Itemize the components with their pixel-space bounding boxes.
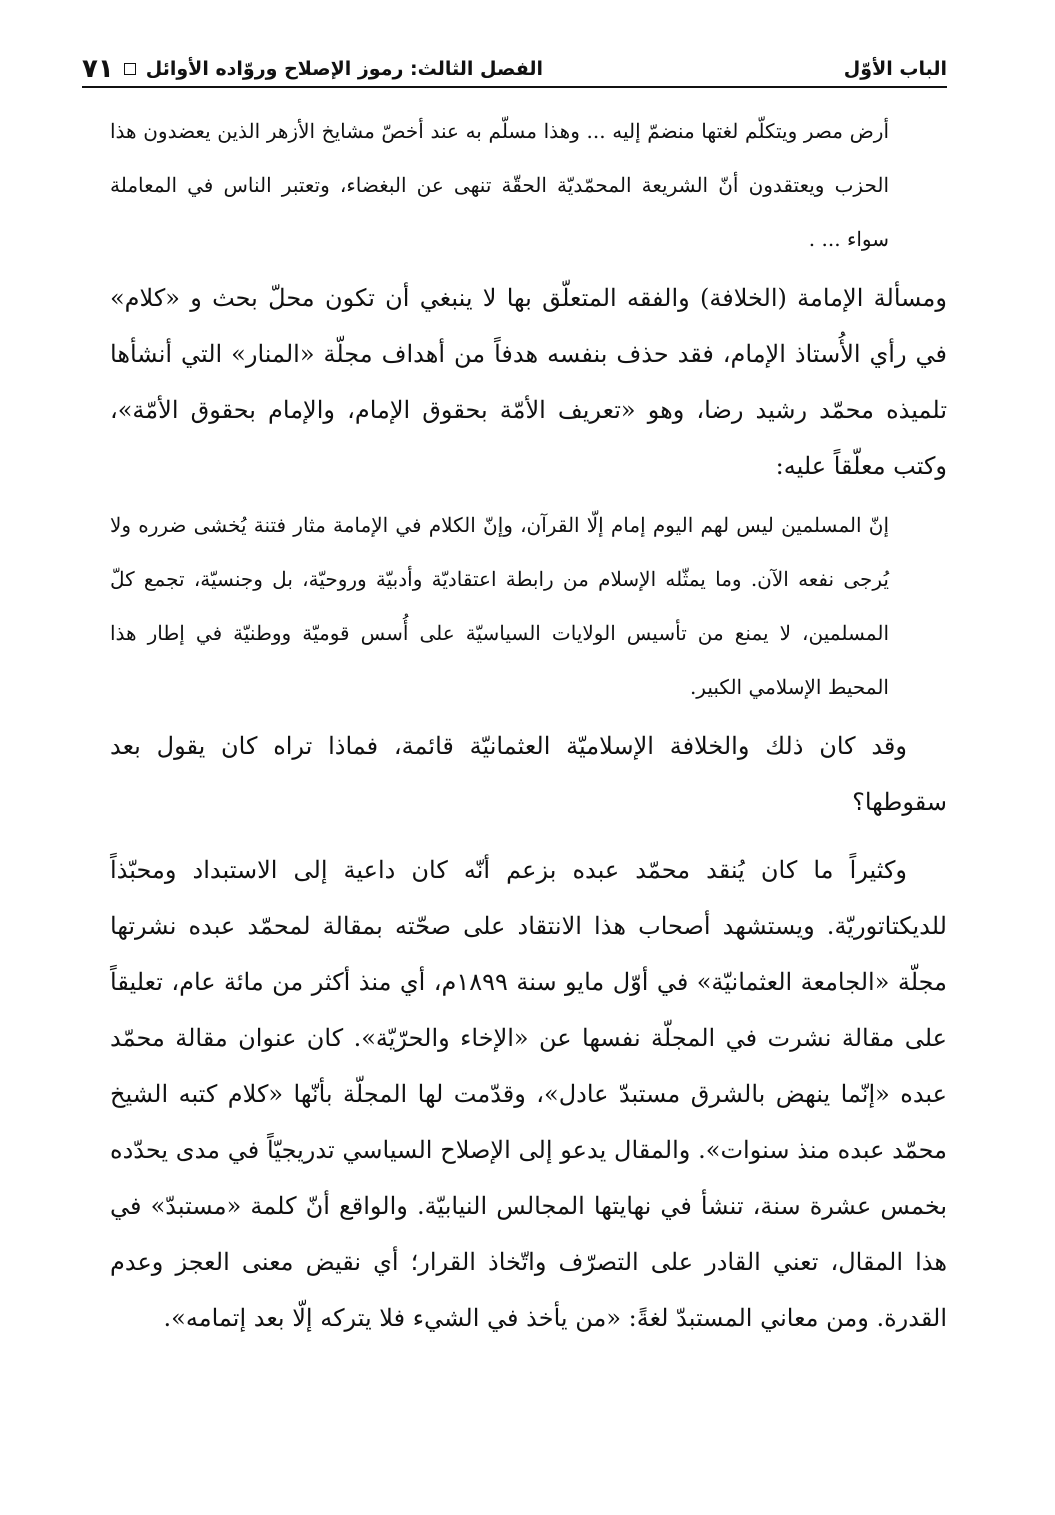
paragraph-1: ومسألة الإمامة (الخلافة) والفقه المتعلّق بها لا ينبغي أن تكون محلّ بحث و «كلام» في رأي الأُستاذ الإمام، فقد حذف بنفسه هدفاً من أهداف مجلّة «المنار» التي أنشأها تلميذه محمّد رشيد رضا، وهو «تعريف الأمّة بحقوق الإمام، والإمام بحقوق الأمّة»، وكتب معلّقاً عليه: <box>110 284 948 480</box>
running-header <box>82 42 947 82</box>
paragraph-3: وكثيراً ما كان يُنقد محمّد عبده بزعم أنّه كان داعية إلى الاستبداد ومحبّذاً للديكتاتوريّة. ويستشهد أصحاب هذا الانتقاد على صحّته بمقالة لمحمّد عبده نشرتها مجلّة «الجامعة العثمانيّة» في أوّل مايو سنة ١٨٩٩م، أي منذ أكثر من مائة عام، تعليقاً على مقالة نشرت في المجلّة نفسها عن «الإخاء والحرّيّة». كان عنوان مقالة محمّد عبده «إنّما ينهض بالشرق مستبدّ عادل»، وقدّمت لها المجلّة بأنّها «كلام كتبه الشيخ محمّد عبده منذ سنوات». والمقال يدعو إلى الإصلاح السياسي تدريجيّاً في مدى يحدّده بخمس عشرة سنة، تنشأ في نهايتها المجالس النيابيّة. والواقع أنّ كلمة «مستبدّ» في هذا المقال، تعني القادر على التصرّف واتّخاذ القرار؛ أي نقيض معنى العجز وعدم القدرة. ومن معاني المستبدّ لغةً: «من يأخذ في الشيء فلا يتركه إلّا بعد إتمامه». <box>110 856 947 1332</box>
chapter-title: الفصل الثالث: رموز الإصلاح وروّاده الأوائل <box>145 58 544 80</box>
quote-block-2: إنّ المسلمين ليس لهم اليوم إمام إلّا القرآن، وإنّ الكلام في الإمامة مثار فتنة يُخشى ضرره ولا يُرجى نفعه الآن. وما يمثّله الإسلام من رابطة اعتقاديّة وأدبيّة وروحيّة، بل وجنسيّة، تجمع كلّ المسلمين، لا يمنع من تأسيس الولايات السياسيّة على أُسس قوميّة ووطنيّة في إطار هذا المحيط الإسلامي الكبير. <box>110 513 890 699</box>
body-text <box>110 104 947 1346</box>
header-chapter-group <box>82 56 543 82</box>
header-divider <box>82 86 947 88</box>
part-title: الباب الأوّل <box>843 58 947 80</box>
square-separator-icon <box>124 63 136 75</box>
quote-block-1: أرض مصر ويتكلّم لغتها منضمّ إليه ... وهذا مسلّم به عند أخصّ مشايخ الأزهر الذين يعضدون هذا الحزب ويعتقدون أنّ الشريعة المحمّديّة الحقّة تنهى عن البغضاء، وتعتبر الناس في المعاملة سواء ... . <box>110 119 889 251</box>
page-number: ٧١ <box>82 54 114 84</box>
paragraph-2: وقد كان ذلك والخلافة الإسلاميّة العثمانيّة قائمة، فماذا تراه كان يقول بعد سقوطها؟ <box>110 732 947 816</box>
